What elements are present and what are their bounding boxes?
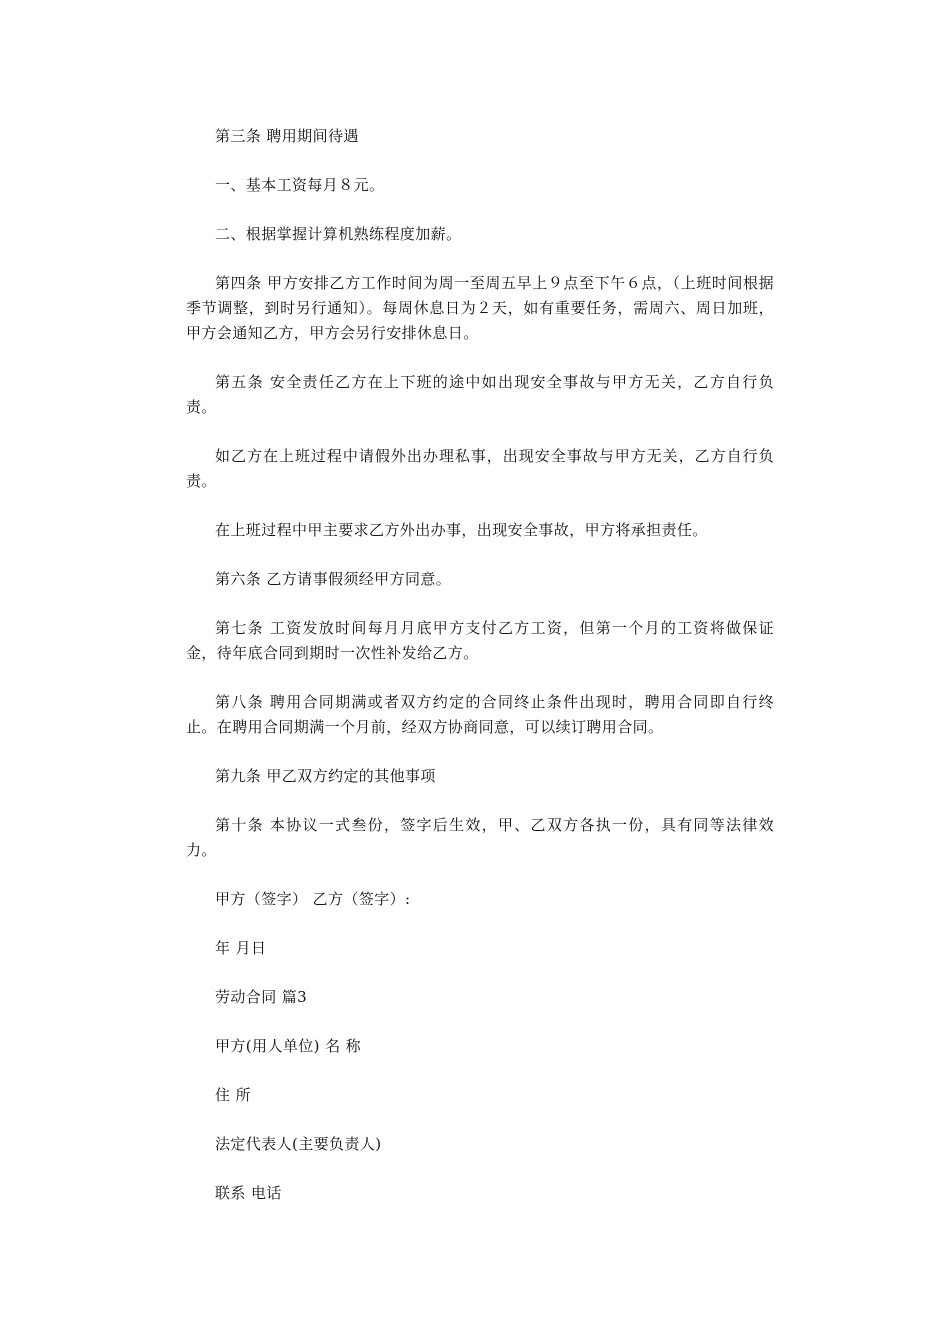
employer-name-field: 甲方(用人单位) 名 称 [215,1037,362,1055]
contact-phone-field: 联系 电话 [215,1184,282,1202]
leave-safety-clause: 如乙方在上班过程中请假外出办理私事，出现安全事故与甲方无关，乙方自行负责。 [186,447,774,490]
article-9-other: 第九条 甲乙双方约定的其他事项 [215,767,436,785]
salary-raise-item: 二、根据掌握计算机熟练程度加薪。 [215,225,462,243]
article-10-copies: 第十条 本协议一式叁份，签字后生效，甲、乙双方各执一份，具有同等法律效力。 [186,816,774,859]
contract-3-title: 劳动合同 篇3 [215,988,308,1006]
article-5-safety: 第五条 安全责任乙方在上下班的途中如出现安全事故与甲方无关，乙方自行负责。 [186,373,774,416]
article-7-payment: 第七条 工资发放时间每月月底甲方支付乙方工资，但第一个月的工资将做保证金，待年底合同到期时一次性补发给乙方。 [186,619,774,662]
document-body [186,124,774,1230]
errand-safety-clause: 在上班过程中甲主要求乙方外出办事，出现安全事故，甲方将承担责任。 [215,521,708,539]
legal-representative-field: 法定代表人(主要负责人) [215,1135,382,1153]
signature-line: 甲方（签字） 乙方（签字）: [215,890,411,908]
address-field: 住 所 [215,1086,251,1104]
article-8-termination: 第八条 聘用合同期满或者双方约定的合同终止条件出现时，聘用合同即自行终止。在聘用合同期满一个月前，经双方协商同意，可以续订聘用合同。 [186,693,774,736]
article-4-work-hours: 第四条 甲方安排乙方工作时间为周一至周五早上９点至下午６点，（上班时间根据季节调整，到时另行通知）。每周休息日为２天，如有重要任务，需周六、周日加班，甲方会通知乙方，甲方会另行安排休息日。 [186,274,774,342]
article-3-heading: 第三条 聘用期间待遇 [215,127,359,145]
basic-salary-item: 一、基本工资每月８元。 [215,176,385,194]
date-line: 年 月日 [215,939,267,957]
article-6-leave: 第六条 乙方请事假须经甲方同意。 [215,570,452,588]
